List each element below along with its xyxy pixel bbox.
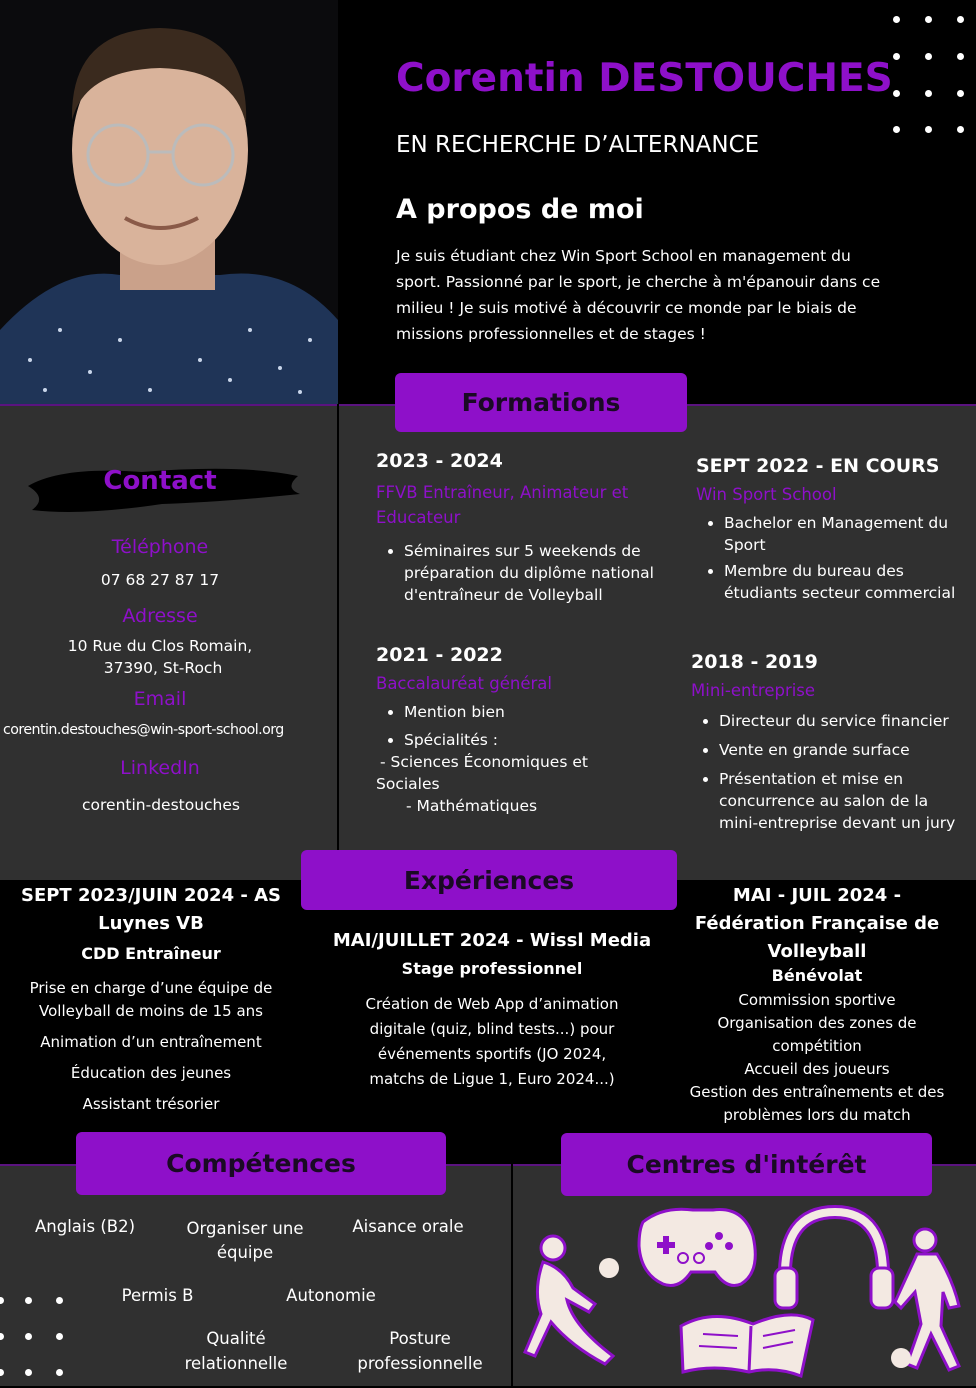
formation-school: Baccalauréat général bbox=[376, 674, 552, 693]
about-text: Je suis étudiant chez Win Sport School en management du sport. Passionné par le sport, je cherche à m'épanouir dans ce milieu ! Je suis motivé à découvrir ce monde par le biais de missions professionnelles et de stages ! bbox=[396, 247, 881, 343]
experience-line: Prise en charge d’une équipe de Volleyball de moins de 15 ans bbox=[29, 979, 273, 1020]
formation-ffvb bbox=[376, 450, 666, 610]
formation-subitem: Sociales bbox=[376, 775, 440, 793]
formation-item: • Spécialités : bbox=[404, 729, 666, 751]
experience-role: CDD Entraîneur bbox=[81, 944, 221, 963]
formation-school: Mini-entreprise bbox=[691, 681, 816, 700]
skill-item: Anglais (B2) bbox=[34, 1217, 136, 1236]
football-player-icon bbox=[891, 1229, 959, 1370]
game-controller-icon bbox=[639, 1209, 755, 1285]
headphones-icon bbox=[775, 1212, 893, 1308]
formation-item: • Vente en grande surface bbox=[719, 739, 971, 761]
formation-date: 2021 - 2022 bbox=[376, 644, 503, 666]
formation-mini-entreprise bbox=[691, 651, 971, 838]
experience-ffvb bbox=[684, 882, 950, 1127]
book-icon bbox=[681, 1315, 813, 1376]
skill-item: Aisance orale bbox=[352, 1217, 464, 1236]
experience-text: Création de Web App d’animation digitale (quiz, blind tests...) pour événements sportifs (JO 2024, matchs de Ligue 1, Euro 2024...) bbox=[365, 995, 619, 1088]
formation-school: FFVB Entraîneur, Animateur et Educateur bbox=[376, 483, 629, 527]
linkedin-value[interactable]: corentin-destouches bbox=[82, 796, 240, 814]
experience-role: Bénévolat bbox=[771, 966, 863, 985]
formation-item: • Bachelor en Management du Sport bbox=[724, 512, 974, 556]
address-line1: 10 Rue du Clos Romain, bbox=[67, 637, 253, 655]
about-title: A propos de moi bbox=[396, 194, 644, 225]
contact-title: Contact bbox=[103, 466, 217, 496]
formation-bac bbox=[376, 644, 666, 817]
experience-title: SEPT 2023/JUIN 2024 - AS Luynes VB bbox=[20, 885, 281, 934]
formation-subitem: - Mathématiques bbox=[406, 797, 538, 815]
formation-school: Win Sport School bbox=[696, 485, 837, 504]
formation-date: 2023 - 2024 bbox=[376, 450, 503, 472]
phone-value[interactable]: 07 68 27 87 17 bbox=[100, 571, 220, 589]
email-value[interactable]: corentin.destouches@win-sport-school.org bbox=[3, 722, 284, 738]
experience-as-luynes bbox=[20, 882, 282, 1116]
formation-item: • Mention bien bbox=[404, 701, 666, 723]
experience-wissl-media bbox=[322, 930, 662, 1092]
formation-subitem: - Sciences Économiques et bbox=[380, 753, 588, 771]
experience-line: Accueil des joueurs bbox=[744, 1060, 890, 1078]
experience-line: Assistant trésorier bbox=[82, 1095, 220, 1113]
experience-line: Commission sportive bbox=[738, 991, 896, 1009]
experience-line: Éducation des jeunes bbox=[70, 1064, 232, 1082]
candidate-name: Corentin DESTOUCHES bbox=[396, 56, 893, 101]
formation-item: • Directeur du service financier bbox=[719, 710, 971, 732]
profile-photo bbox=[0, 0, 338, 404]
experience-title: MAI - JUIL 2024 - Fédération Française de Volleyball bbox=[694, 885, 940, 962]
skill-item: Organiser une équipe bbox=[186, 1219, 304, 1262]
formation-item: • Présentation et mise en concurrence au salon de la mini-entreprise devant un jury bbox=[719, 768, 971, 834]
experience-line: Gestion des entraînements et des problèmes lors du match bbox=[689, 1083, 945, 1124]
experience-line: Animation d’un entraînement bbox=[40, 1033, 262, 1051]
tagline: EN RECHERCHE D’ALTERNANCE bbox=[396, 132, 760, 158]
formation-wss bbox=[696, 455, 974, 608]
email-label: Email bbox=[133, 688, 187, 710]
address-label: Adresse bbox=[122, 605, 198, 627]
skill-item: Posture professionnelle bbox=[357, 1329, 483, 1373]
volleyball-player-icon bbox=[525, 1236, 619, 1364]
phone-label: Téléphone bbox=[111, 536, 209, 558]
experience-title: MAI/JUILLET 2024 - Wissl Media bbox=[332, 930, 652, 951]
interests-illustrations bbox=[513, 1196, 976, 1384]
linkedin-label: LinkedIn bbox=[120, 757, 200, 779]
skill-item: Qualité relationnelle bbox=[184, 1329, 288, 1373]
formations-heading: Formations bbox=[395, 373, 687, 432]
interests-heading: Centres d'intérêt bbox=[561, 1133, 932, 1196]
formation-date: 2018 - 2019 bbox=[691, 651, 818, 673]
skill-item: Permis B bbox=[121, 1286, 194, 1305]
skill-item: Autonomie bbox=[286, 1286, 376, 1305]
experiences-heading: Expériences bbox=[301, 850, 677, 910]
experience-line: Organisation des zones de compétition bbox=[717, 1014, 917, 1055]
formation-item: • Séminaires sur 5 weekends de préparation du diplôme national d'entraîneur de Volleyball bbox=[404, 540, 666, 606]
formation-date: SEPT 2022 - EN COURS bbox=[696, 455, 940, 477]
experience-role: Stage professionnel bbox=[401, 959, 583, 978]
address-line2: 37390, St-Roch bbox=[103, 659, 223, 677]
competences-heading: Compétences bbox=[76, 1132, 446, 1195]
formation-item: • Membre du bureau des étudiants secteur commercial bbox=[724, 560, 974, 604]
